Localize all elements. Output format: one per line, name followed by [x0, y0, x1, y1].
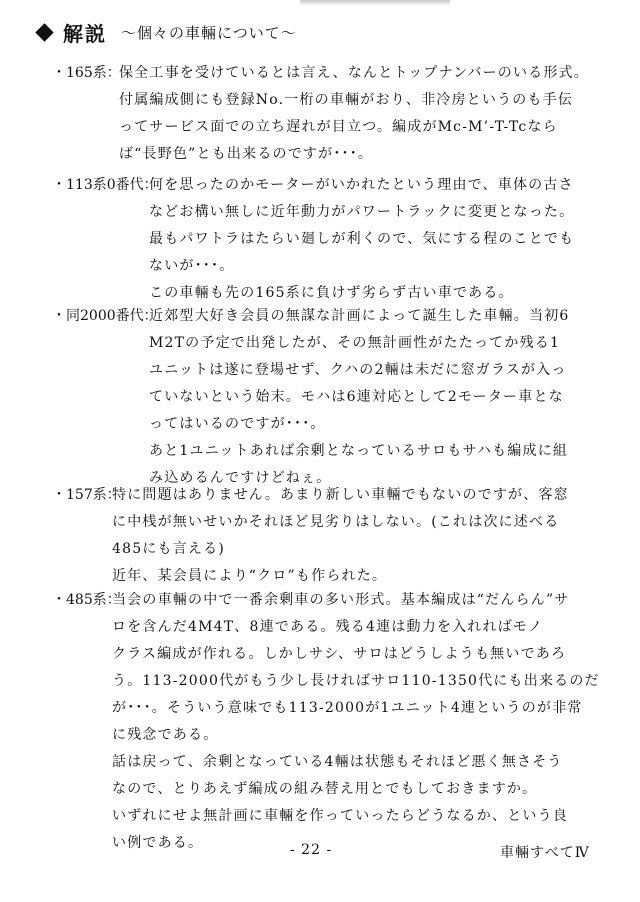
scan-artifact	[300, 0, 450, 6]
entry-label: ・165系：	[52, 65, 121, 81]
entry-label: ・485系：	[52, 592, 121, 608]
entry-113-0	[52, 172, 574, 307]
section-heading	[32, 18, 297, 46]
entry-label: ・113系0番代：	[52, 177, 158, 193]
entry-line: ユニットは遂に登場せず、クハの2輛は未だに窓ガラスが入っ	[149, 362, 567, 378]
entry-line: 近年、某会員により“クロ”も作られた。	[112, 568, 388, 584]
entry-line: 話は戻って、余剰となっている4輛は状態もそれほど悪く無さそう	[112, 754, 563, 770]
diamond-bullet-icon	[35, 23, 53, 41]
heading-title: 解説	[63, 21, 107, 46]
publication-title: 車輛すべてⅣ	[500, 845, 590, 861]
entry-line: み込めるんですけどねぇ。	[149, 470, 332, 486]
entry-485	[52, 587, 600, 857]
entry-line: ていないという始末。モハは6連対応として2モーター車とな	[149, 389, 564, 405]
page-number: - 22 -	[290, 842, 333, 858]
entry-line: ば“長野色”とも出来るのですが･･･。	[119, 146, 374, 162]
entry-line: クラス編成が作れる。しかしサシ、サロはどうしようも無いであろ	[112, 646, 567, 662]
entry-line: 何を思ったのかモーターがいかれたという理由で、車体の古さ	[149, 177, 574, 193]
entry-line: 当会の車輛の中で一番余剰車の多い形式。基本編成は“だんらん”サ	[112, 592, 570, 608]
entry-line: に残念である。	[112, 727, 219, 743]
entry-line: ってサービス面での立ち遅れが目立つ。編成がMc-M’-T-Tcなら	[119, 119, 558, 135]
entry-165	[52, 60, 589, 168]
entry-label: ・同2000番代：	[52, 308, 158, 324]
entry-157	[52, 482, 569, 590]
entry-line: 最もパワトラはたらい廻しが利くので、気にする程のことでも	[149, 231, 575, 247]
entry-line: が･･･。そういう意味でも113-2000が1ユニット4連というのが非常	[112, 700, 583, 716]
entry-line: あと1ユニットあれば余剰となっているサロもサハも編成に組	[149, 443, 569, 459]
entry-label: ・157系：	[52, 487, 121, 503]
entry-line: 特に問題はありません。あまり新しい車輛でもないのですが、客窓	[112, 487, 569, 503]
entry-line: 485にも言える)	[112, 541, 225, 557]
entry-line: い例である。	[112, 835, 204, 851]
entry-line: などお構い無しに近年動力がパワートラックに変更となった。	[149, 204, 575, 220]
entry-113-2000	[52, 303, 570, 492]
entry-line: なので、とりあえず編成の組み替え用とでもしておきますか。	[112, 781, 538, 797]
entry-line: 付属編成側にも登録No.一桁の車輛がおり、非冷房というのも手伝	[119, 92, 574, 108]
entry-line: 近郊型大好き会員の無謀な計画によって誕生した車輛。当初6	[149, 308, 570, 324]
heading-subtitle: ～個々の車輛について～	[121, 23, 297, 42]
entry-line: M2Tの予定で出発したが、その無計画性がたたってか残る1	[149, 335, 561, 351]
entry-line: に中桟が無いせいかそれほど見劣りはしない。(これは次に述べる	[112, 514, 560, 530]
entry-line: ないが･･･。	[149, 258, 235, 274]
entry-line: いずれにせよ無計画に車輛を作っていったらどうなるか、という良	[112, 808, 568, 824]
entry-line: う。113-2000代がもう少し長ければサロ110-1350代にも出来るのだ	[112, 673, 600, 689]
entry-line: ってはいるのですが･･･。	[149, 416, 326, 432]
entry-line: この車輛も先の165系に負けず劣らず古い車である。	[149, 285, 514, 301]
entry-line: ロを含んだ4M4T、8連である。残る4連は動力を入れればモノ	[112, 619, 544, 635]
entry-line: 保全工事を受けているとは言え、なんとトップナンバーのいる形式。	[119, 65, 589, 81]
